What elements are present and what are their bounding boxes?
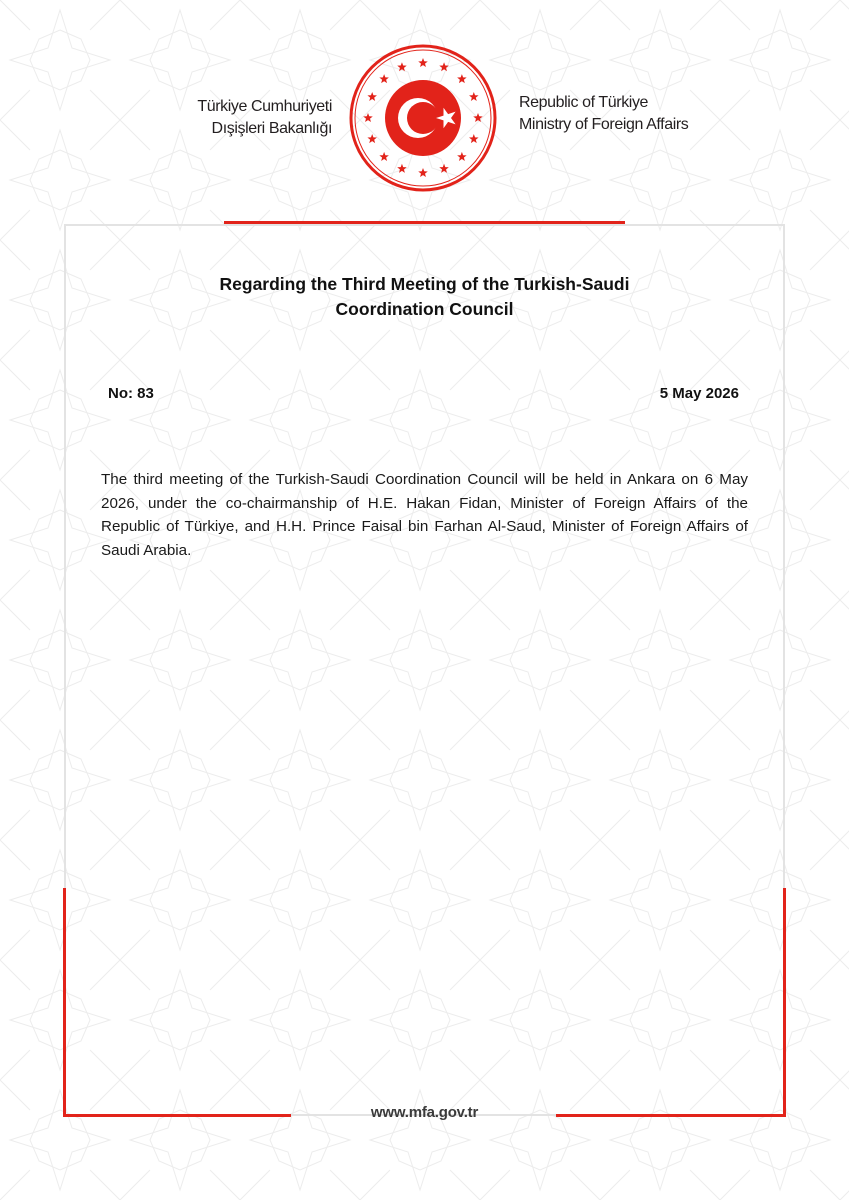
- document-number: No: 83: [108, 385, 154, 402]
- document-body: The third meeting of the Turkish-Saudi Coordination Council will be held in Ankara on 6 May 2026, under the co-chairmanship of H.E. Hakan Fidan, Minister of Foreign Affairs of the Republic of Türkiye, and H.H. Prince Faisal bin Farhan Al-Saud, Minister of Foreign Affairs of Saudi Arabia.: [101, 471, 748, 559]
- document-title: [100, 272, 749, 322]
- ministry-name-turkish-line2: Dışişleri Bakanlığı: [211, 120, 332, 137]
- seal-star-icon: [439, 164, 449, 173]
- seal-star-icon: [473, 113, 483, 122]
- seal-star-icon: [363, 113, 373, 122]
- document-title-line2: Coordination Council: [335, 299, 514, 319]
- ministry-seal-icon: [348, 43, 498, 193]
- seal-star-icon: [397, 62, 407, 71]
- ministry-name-turkish-line1: Türkiye Cumhuriyeti: [197, 98, 332, 115]
- seal-star-icon: [418, 168, 428, 177]
- ministry-name-english-line2: Ministry of Foreign Affairs: [519, 116, 689, 133]
- seal-star-icon: [379, 152, 389, 161]
- seal-star-icon: [469, 92, 479, 101]
- document-date: 5 May 2026: [659, 385, 739, 402]
- seal-star-icon: [379, 74, 389, 83]
- frame-bottom-left-red-accent: [63, 1114, 291, 1117]
- seal-star-icon: [367, 134, 377, 143]
- document-title-line1: Regarding the Third Meeting of the Turkish-Saudi: [219, 274, 630, 294]
- seal-star-icon: [418, 58, 428, 67]
- frame-right-red-accent: [783, 888, 786, 1117]
- frame-bottom-right-red-accent: [556, 1114, 786, 1117]
- ministry-name-english-line1: Republic of Türkiye: [519, 94, 649, 111]
- seal-star-icon: [367, 92, 377, 101]
- frame-left-red-accent: [63, 888, 66, 1117]
- seal-star-icon: [439, 62, 449, 71]
- seal-star-icon: [457, 74, 467, 83]
- footer-website-link[interactable]: www.mfa.gov.tr: [370, 1104, 479, 1121]
- seal-star-icon: [469, 134, 479, 143]
- frame-right-border: [783, 224, 785, 890]
- ministry-name-english: [519, 92, 739, 136]
- seal-star-icon: [457, 152, 467, 161]
- seal-star-icon: [397, 164, 407, 173]
- ministry-name-turkish: [160, 96, 332, 140]
- frame-top-border: [64, 224, 785, 226]
- frame-left-border: [64, 224, 66, 890]
